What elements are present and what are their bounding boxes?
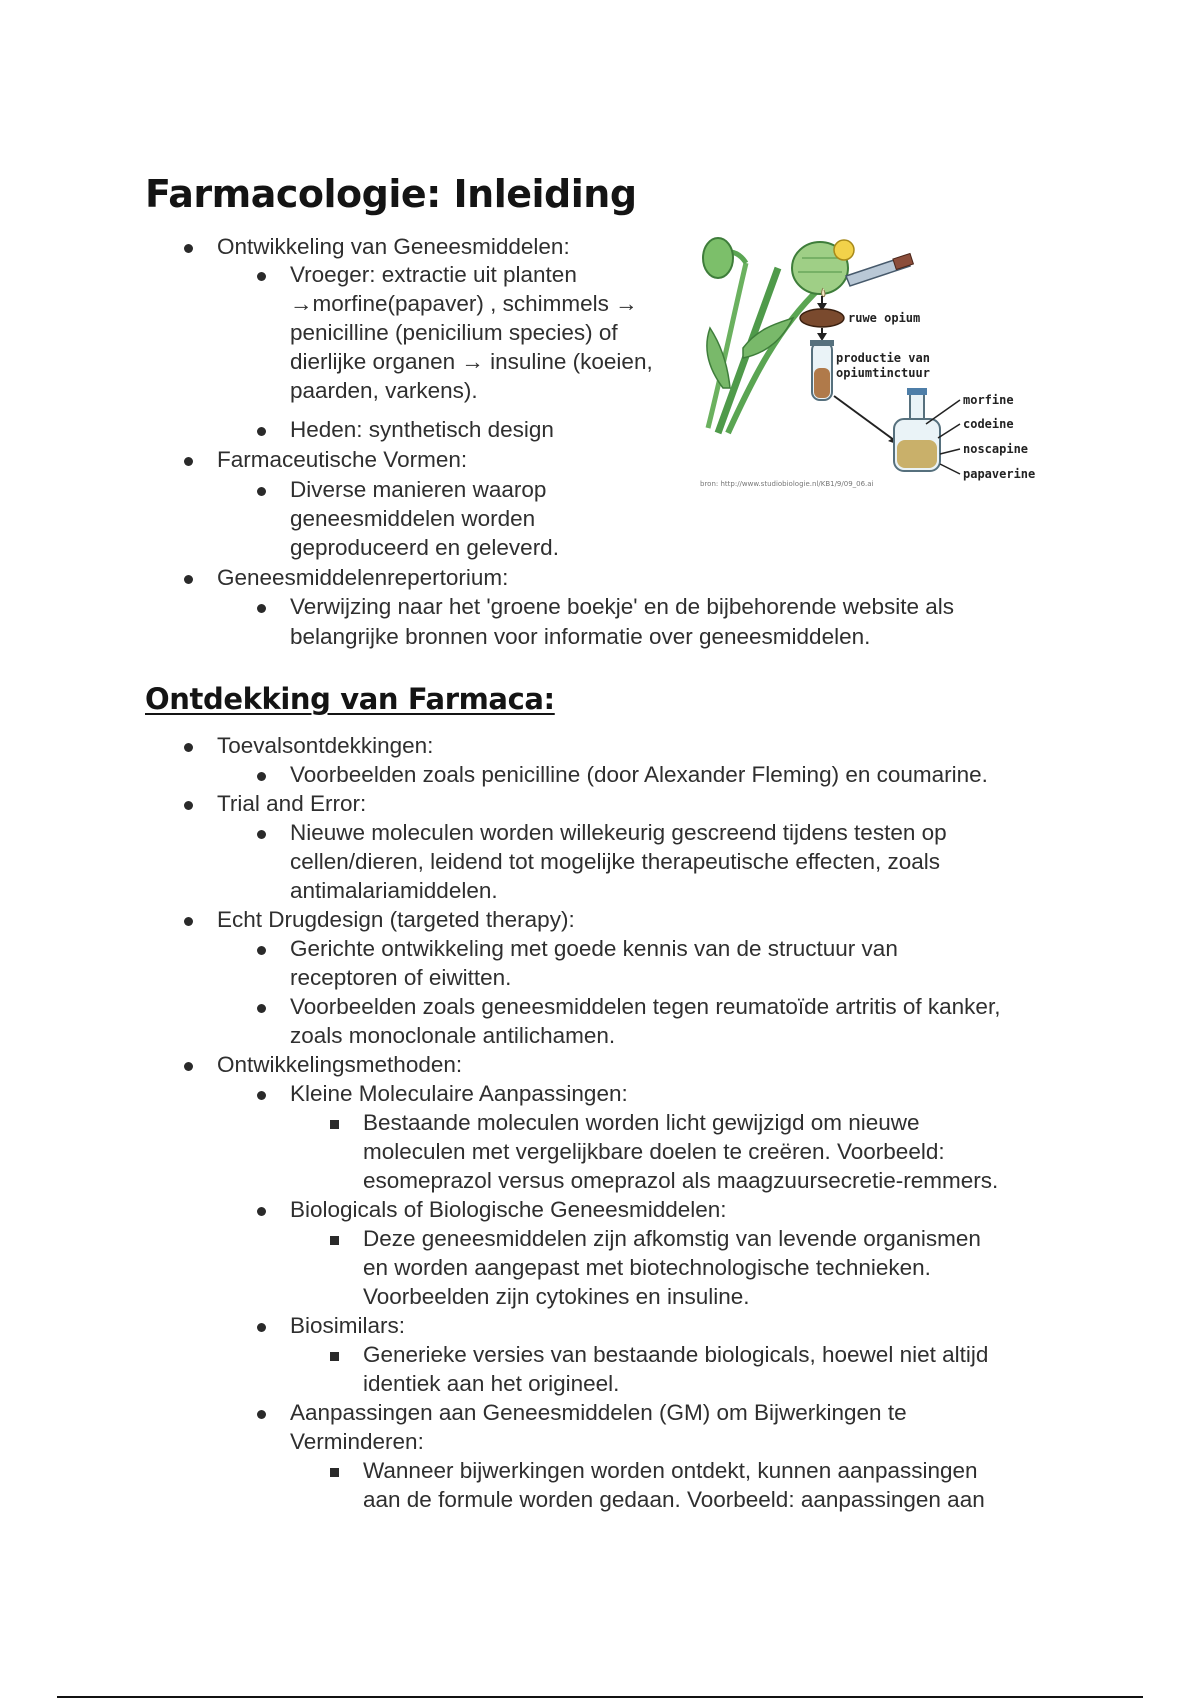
- list-item-continuation: Voorbeelden zijn cytokines en insuline.: [363, 1284, 750, 1309]
- poppy-figure-svg: [698, 228, 1070, 500]
- bullet: [257, 1004, 266, 1013]
- list-item: Echt Drugdesign (targeted therapy):: [217, 907, 575, 932]
- list-item: Biosimilars:: [290, 1313, 406, 1338]
- list-item: Vroeger: extractie uit planten: [290, 262, 577, 287]
- bottom-rule: [57, 1696, 1143, 1698]
- list-item: Trial and Error:: [217, 791, 367, 816]
- label-papaverine: papaverine: [963, 467, 1036, 481]
- list-item-continuation: penicilline (penicilium species) of: [290, 320, 618, 345]
- square-bullet: [330, 1236, 339, 1245]
- list-item: Verwijzing naar het 'groene boekje' en de bijbehorende website als: [290, 594, 955, 619]
- list-item-continuation: en worden aangepast met biotechnologische technieken.: [363, 1255, 931, 1280]
- list-item-continuation: zoals monoclonale antilichamen.: [290, 1023, 616, 1048]
- list-item: Biologicals of Biologische Geneesmiddelen:: [290, 1197, 727, 1222]
- list-item: Voorbeelden zoals penicilline (door Alexander Fleming) en coumarine.: [290, 762, 988, 787]
- list-item: Ontwikkeling van Geneesmiddelen:: [217, 234, 570, 259]
- label-morfine: morfine: [963, 393, 1014, 407]
- bullet: [257, 604, 266, 613]
- opium-poppy-illustration: [698, 228, 1070, 500]
- section-heading: Ontdekking van Farmaca:: [145, 682, 555, 716]
- list-item-continuation: receptoren of eiwitten.: [290, 965, 512, 990]
- bullet: [184, 1062, 193, 1071]
- list-item-continuation: esomeprazol versus omeprazol als maagzuursecretie-remmers.: [363, 1168, 999, 1193]
- list-item-continuation: moleculen met vergelijkbare doelen te creëren. Voorbeeld:: [363, 1139, 945, 1164]
- bullet: [257, 427, 266, 436]
- bullet: [257, 487, 266, 496]
- bullet: [257, 272, 266, 281]
- list-item: Kleine Moleculaire Aanpassingen:: [290, 1081, 628, 1106]
- square-bullet: [330, 1352, 339, 1361]
- label-noscapine: noscapine: [963, 442, 1029, 456]
- bullet: [184, 457, 193, 466]
- bullet: [184, 244, 193, 253]
- list-item: Voorbeelden zoals geneesmiddelen tegen reumatoïde artritis of kanker,: [290, 994, 1001, 1019]
- bullet: [184, 801, 193, 810]
- bullet: [257, 1323, 266, 1332]
- list-item: Bestaande moleculen worden licht gewijzigd om nieuwe: [363, 1110, 920, 1135]
- list-item: Ontwikkelingsmethoden:: [217, 1052, 463, 1077]
- list-item: Diverse manieren waarop: [290, 477, 547, 502]
- list-item-continuation: geneesmiddelen worden: [290, 506, 536, 531]
- list-item-continuation: belangrijke bronnen voor informatie over geneesmiddelen.: [290, 624, 871, 649]
- label-ruwe-opium: ruwe opium: [848, 311, 921, 325]
- list-item-continuation: →morfine(papaver) , schimmels →: [290, 291, 638, 316]
- list-item: Wanneer bijwerkingen worden ontdekt, kunnen aanpassingen: [363, 1458, 978, 1483]
- list-item: Toevalsontdekkingen:: [217, 733, 434, 758]
- list-item-continuation: paarden, varkens).: [290, 378, 478, 403]
- bullet: [184, 743, 193, 752]
- list-item: Deze geneesmiddelen zijn afkomstig van levende organismen: [363, 1226, 981, 1251]
- list-item: Gerichte ontwikkeling met goede kennis van de structuur van: [290, 936, 898, 961]
- figure-credit: bron: http://www.studiobiologie.nl/KB1/9/09_06.ai: [700, 480, 874, 488]
- bullet: [257, 1091, 266, 1100]
- bullet: [184, 575, 193, 584]
- bullet: [257, 1410, 266, 1419]
- label-opiumtinctuur: opiumtinctuur: [836, 366, 930, 380]
- label-productie-van: productie van: [836, 351, 930, 365]
- square-bullet: [330, 1468, 339, 1477]
- list-item: Nieuwe moleculen worden willekeurig gescreend tijdens testen op: [290, 820, 947, 845]
- list-item-continuation: geproduceerd en geleverd.: [290, 535, 559, 560]
- list-item-continuation: Verminderen:: [290, 1429, 424, 1454]
- list-item: Aanpassingen aan Geneesmiddelen (GM) om Bijwerkingen te: [290, 1400, 907, 1425]
- list-item-continuation: antimalariamiddelen.: [290, 878, 498, 903]
- page-title: Farmacologie: Inleiding: [145, 172, 637, 216]
- list-item: Generieke versies van bestaande biologicals, hoewel niet altijd: [363, 1342, 989, 1367]
- list-item-continuation: cellen/dieren, leidend tot mogelijke therapeutische effecten, zoals: [290, 849, 940, 874]
- bullet: [257, 946, 266, 955]
- list-item-continuation: identiek aan het origineel.: [363, 1371, 620, 1396]
- bullet: [257, 830, 266, 839]
- list-item-continuation: dierlijke organen → insuline (koeien,: [290, 349, 653, 374]
- list-item: Geneesmiddelenrepertorium:: [217, 565, 509, 590]
- list-item: Heden: synthetisch design: [290, 417, 554, 442]
- bullet: [257, 1207, 266, 1216]
- square-bullet: [330, 1120, 339, 1129]
- list-item-continuation: aan de formule worden gedaan. Voorbeeld: aanpassingen aan: [363, 1487, 985, 1512]
- bullet: [184, 917, 193, 926]
- bullet: [257, 772, 266, 781]
- list-item: Farmaceutische Vormen:: [217, 447, 468, 472]
- label-codeine: codeine: [963, 417, 1014, 431]
